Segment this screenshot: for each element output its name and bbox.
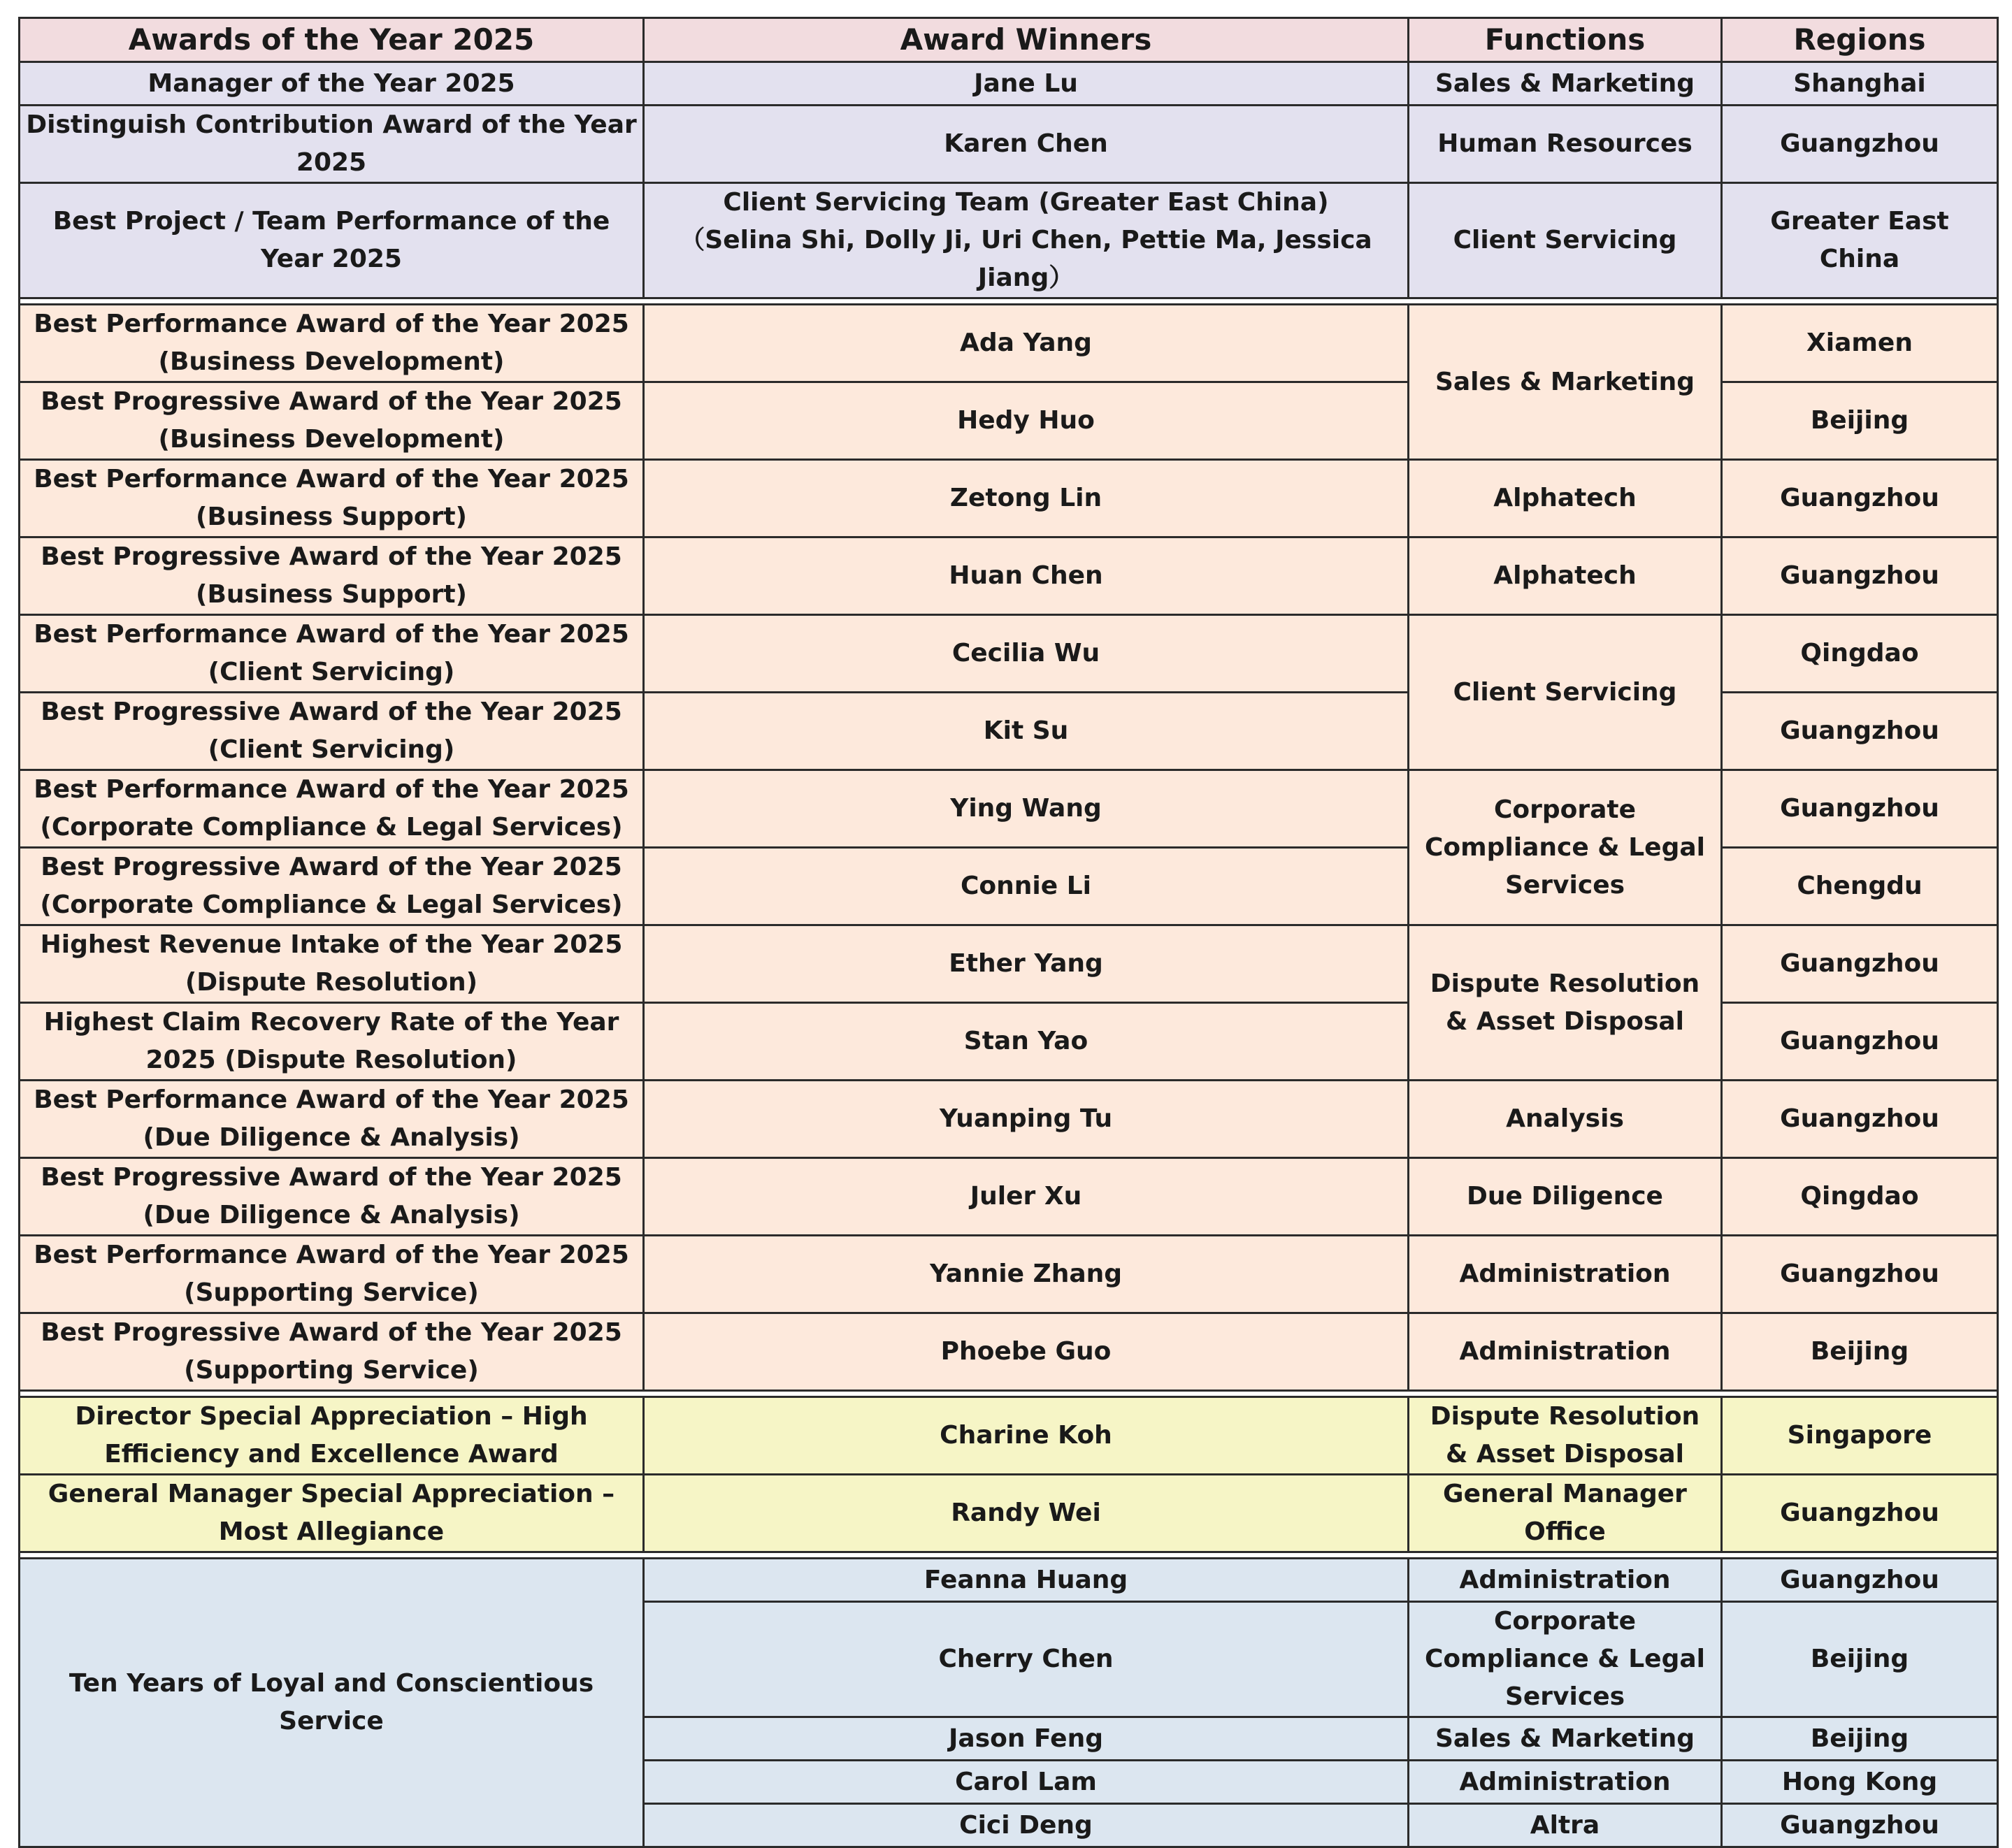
award-cell: Best Progressive Award of the Year 2025 (Supporting Service) bbox=[20, 1313, 644, 1391]
region-cell: Beijing bbox=[1722, 382, 1998, 460]
winner-cell: Feanna Huang bbox=[644, 1559, 1409, 1602]
award-cell: Best Performance Award of the Year 2025 (Due Diligence & Analysis) bbox=[20, 1081, 644, 1158]
award-cell: Best Performance Award of the Year 2025 (Corporate Compliance & Legal Services) bbox=[20, 770, 644, 848]
header-row bbox=[20, 18, 1998, 62]
table-row bbox=[20, 106, 1998, 183]
function-cell: Administration bbox=[1409, 1559, 1722, 1602]
function-cell: General Manager Office bbox=[1409, 1475, 1722, 1552]
winner-cell: Jason Feng bbox=[644, 1717, 1409, 1761]
function-cell: Administration bbox=[1409, 1761, 1722, 1804]
table-row bbox=[20, 460, 1998, 537]
award-cell: Director Special Appreciation – High Efficiency and Excellence Award bbox=[20, 1397, 644, 1475]
table-row bbox=[20, 1236, 1998, 1313]
award-cell: Ten Years of Loyal and Conscientious Service bbox=[20, 1559, 644, 1847]
winner-cell: Randy Wei bbox=[644, 1475, 1409, 1552]
winner-cell: Zetong Lin bbox=[644, 460, 1409, 537]
winner-cell: Connie Li bbox=[644, 848, 1409, 925]
function-cell: Dispute Resolution & Asset Disposal bbox=[1409, 925, 1722, 1081]
function-cell: Client Servicing bbox=[1409, 615, 1722, 770]
winner-cell: Jane Lu bbox=[644, 62, 1409, 106]
section-divider bbox=[20, 1391, 1998, 1397]
region-cell: Guangzhou bbox=[1722, 693, 1998, 770]
winner-team-members: （Selina Shi, Dolly Ji, Uri Chen, Pettie Ma, Jessica Jiang） bbox=[680, 226, 1372, 292]
function-cell: Administration bbox=[1409, 1313, 1722, 1391]
region-cell: Guangzhou bbox=[1722, 537, 1998, 615]
function-cell: Client Servicing bbox=[1409, 183, 1722, 298]
region-cell: Chengdu bbox=[1722, 848, 1998, 925]
award-cell: Best Progressive Award of the Year 2025 (Business Development) bbox=[20, 382, 644, 460]
winner-cell: Hedy Huo bbox=[644, 382, 1409, 460]
winner-cell: Kit Su bbox=[644, 693, 1409, 770]
table-row bbox=[20, 1158, 1998, 1236]
region-cell: Qingdao bbox=[1722, 615, 1998, 693]
table-row bbox=[20, 305, 1998, 382]
region-cell: Beijing bbox=[1722, 1717, 1998, 1761]
winner-cell: Karen Chen bbox=[644, 106, 1409, 183]
table-row bbox=[20, 537, 1998, 615]
region-cell: Beijing bbox=[1722, 1602, 1998, 1717]
winner-cell: Cecilia Wu bbox=[644, 615, 1409, 693]
winner-cell: Stan Yao bbox=[644, 1003, 1409, 1081]
table-row bbox=[20, 1559, 1998, 1602]
function-cell: Altra bbox=[1409, 1804, 1722, 1847]
function-cell: Sales & Marketing bbox=[1409, 62, 1722, 106]
region-cell: Greater East China bbox=[1722, 183, 1998, 298]
table-row bbox=[20, 62, 1998, 106]
function-cell: Dispute Resolution & Asset Disposal bbox=[1409, 1397, 1722, 1475]
award-cell: Best Performance Award of the Year 2025 (Business Development) bbox=[20, 305, 644, 382]
region-cell: Guangzhou bbox=[1722, 460, 1998, 537]
winner-team-name: Client Servicing Team (Greater East China) bbox=[723, 188, 1329, 217]
function-cell: Corporate Compliance & Legal Services bbox=[1409, 1602, 1722, 1717]
function-cell: Human Resources bbox=[1409, 106, 1722, 183]
function-cell: Administration bbox=[1409, 1236, 1722, 1313]
winner-cell: Ying Wang bbox=[644, 770, 1409, 848]
region-cell: Qingdao bbox=[1722, 1158, 1998, 1236]
region-cell: Guangzhou bbox=[1722, 1804, 1998, 1847]
region-cell: Guangzhou bbox=[1722, 1081, 1998, 1158]
award-cell: Best Project / Team Performance of the Year 2025 bbox=[20, 183, 644, 298]
table-row bbox=[20, 615, 1998, 693]
table-row bbox=[20, 925, 1998, 1003]
award-cell: Manager of the Year 2025 bbox=[20, 62, 644, 106]
table-row bbox=[20, 183, 1998, 298]
winner-cell: Yannie Zhang bbox=[644, 1236, 1409, 1313]
award-cell: Best Performance Award of the Year 2025 (Supporting Service) bbox=[20, 1236, 644, 1313]
region-cell: Hong Kong bbox=[1722, 1761, 1998, 1804]
table-row bbox=[20, 1081, 1998, 1158]
winner-cell: Yuanping Tu bbox=[644, 1081, 1409, 1158]
award-cell: Highest Revenue Intake of the Year 2025 (Dispute Resolution) bbox=[20, 925, 644, 1003]
region-cell: Guangzhou bbox=[1722, 770, 1998, 848]
award-cell: General Manager Special Appreciation – Most Allegiance bbox=[20, 1475, 644, 1552]
winner-cell: Ada Yang bbox=[644, 305, 1409, 382]
header-functions: Functions bbox=[1409, 18, 1722, 62]
award-cell: Distinguish Contribution Award of the Year 2025 bbox=[20, 106, 644, 183]
table-row bbox=[20, 1313, 1998, 1391]
function-cell: Sales & Marketing bbox=[1409, 1717, 1722, 1761]
award-cell: Best Progressive Award of the Year 2025 (Business Support) bbox=[20, 537, 644, 615]
winner-cell: Cici Deng bbox=[644, 1804, 1409, 1847]
section-divider bbox=[20, 1552, 1998, 1559]
function-cell: Corporate Compliance & Legal Services bbox=[1409, 770, 1722, 925]
region-cell: Guangzhou bbox=[1722, 925, 1998, 1003]
winner-cell: Charine Koh bbox=[644, 1397, 1409, 1475]
region-cell: Xiamen bbox=[1722, 305, 1998, 382]
winner-cell: Huan Chen bbox=[644, 537, 1409, 615]
award-cell: Best Progressive Award of the Year 2025 (Due Diligence & Analysis) bbox=[20, 1158, 644, 1236]
function-cell: Alphatech bbox=[1409, 460, 1722, 537]
award-cell: Best Performance Award of the Year 2025 (Client Servicing) bbox=[20, 615, 644, 693]
region-cell: Guangzhou bbox=[1722, 106, 1998, 183]
award-cell: Best Performance Award of the Year 2025 (Business Support) bbox=[20, 460, 644, 537]
winner-cell: Phoebe Guo bbox=[644, 1313, 1409, 1391]
header-regions: Regions bbox=[1722, 18, 1998, 62]
region-cell: Guangzhou bbox=[1722, 1559, 1998, 1602]
winner-cell: Ether Yang bbox=[644, 925, 1409, 1003]
winner-cell: Carol Lam bbox=[644, 1761, 1409, 1804]
winner-cell bbox=[644, 183, 1409, 298]
award-cell: Highest Claim Recovery Rate of the Year 2025 (Dispute Resolution) bbox=[20, 1003, 644, 1081]
table-row bbox=[20, 1397, 1998, 1475]
awards-table bbox=[18, 17, 1999, 1848]
winner-cell: Cherry Chen bbox=[644, 1602, 1409, 1717]
region-cell: Guangzhou bbox=[1722, 1003, 1998, 1081]
section-divider bbox=[20, 298, 1998, 305]
award-cell: Best Progressive Award of the Year 2025 (Client Servicing) bbox=[20, 693, 644, 770]
table-row bbox=[20, 1475, 1998, 1552]
header-award-winners: Award Winners bbox=[644, 18, 1409, 62]
region-cell: Singapore bbox=[1722, 1397, 1998, 1475]
winner-cell: Juler Xu bbox=[644, 1158, 1409, 1236]
function-cell: Alphatech bbox=[1409, 537, 1722, 615]
function-cell: Analysis bbox=[1409, 1081, 1722, 1158]
table-row bbox=[20, 770, 1998, 848]
award-cell: Best Progressive Award of the Year 2025 (Corporate Compliance & Legal Services) bbox=[20, 848, 644, 925]
region-cell: Guangzhou bbox=[1722, 1475, 1998, 1552]
region-cell: Shanghai bbox=[1722, 62, 1998, 106]
header-awards: Awards of the Year 2025 bbox=[20, 18, 644, 62]
function-cell: Due Diligence bbox=[1409, 1158, 1722, 1236]
region-cell: Guangzhou bbox=[1722, 1236, 1998, 1313]
function-cell: Sales & Marketing bbox=[1409, 305, 1722, 460]
region-cell: Beijing bbox=[1722, 1313, 1998, 1391]
